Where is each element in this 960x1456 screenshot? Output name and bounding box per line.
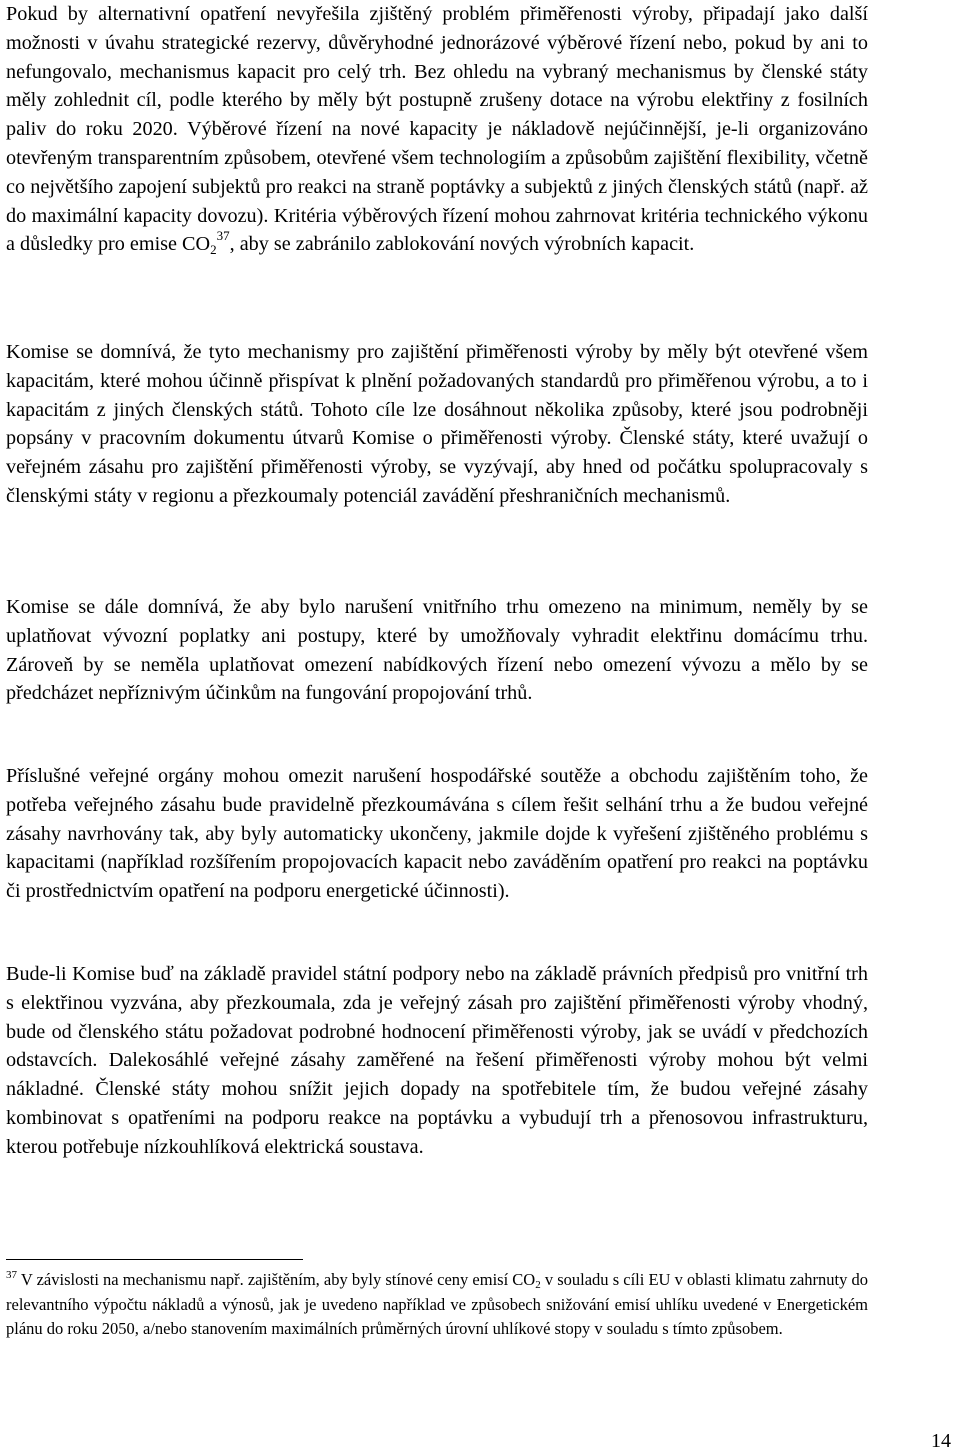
paragraph-1-tail: , aby se zabránilo zablokování nových výrobních kapacit. (229, 233, 695, 256)
paragraph-1-text: Pokud by alternativní opatření nevyřešila zjištěný problém přiměřenosti výroby, připadají jako další možnosti v úvahu strategické rezervy, důvěryhodné jednorázové výběrové řízení nebo, pokud by ani to nefungovalo, mechanismus kapacit pro celý trh. Bez ohledu na vybraný mechanismus by členské státy měly zohlednit cíl, podle kterého by měly být postupně zrušeny dotace na výrobu elektřiny z fosilních paliv do roku 2020. Výběrové řízení na nové kapacity je nákladově nejúčinnější, je-li organizováno otevřeným transparentním způsobem, otevřené všem technologiím a způsobům zajištění flexibility, včetně co největšího zapojení subjektů pro reakci na straně poptávky a subjektů z jiných členských států (např. až do maximální kapacity dovozu). Kritéria výběrových řízení mohou zahrnovat kritéria technického výkonu a důsledky pro emise CO (6, 3, 868, 256)
footnote-text-tail: v souladu s cíli EU v oblasti klimatu zahrnuty do relevantního výpočtu nákladů a výnosů, jak je uvedeno například ve způsobech snižování emisí uhlíku uvedené v Energetickém plánu do roku 2050, a/nebo stanovením maximálních průměrných úrovní uhlíkové stopy v souladu s tímto způsobem. (6, 1270, 868, 1339)
footnote-number: 37 (6, 1269, 17, 1281)
footnote-text: V závislosti na mechanismu např. zajištěním, aby byly stínové ceny emisí CO (17, 1270, 536, 1289)
paragraph-5: Bude-li Komise buď na základě pravidel státní podpory nebo na základě právních předpisů pro vnitřní trh s elektřinou vyzvána, aby přezkoumala, zda je veřejný zásah pro zajištění přiměřenosti výroby vhodný, bude od členského státu požadovat podrobné hodnocení přiměřenosti výroby, jak se uvádí v předchozích odstavcích. Dalekosáhlé veřejné zásahy zaměřené na řešení přiměřenosti výroby mohou být velmi nákladné. Členské státy mohou snížit jejich dopady na spotřebitele tím, že budou veřejné zásahy kombinovat s opatřeními na podporu reakce na poptávku a vybudují trh a přenosovou infrastrukturu, kterou potřebuje nízkouhlíková elektrická soustava. (6, 963, 868, 1158)
footnote-37 (6, 1268, 868, 1342)
paragraph-4: Příslušné veřejné orgány mohou omezit narušení hospodářské soutěže a obchodu zajištěním toho, že potřeba veřejného zásahu bude pravidelně přezkoumávána s cílem řešit selhání trhu a že budou veřejné zásahy navrhovány tak, aby byly automaticky ukončeny, jakmile dojde k vyřešení zjištěného problému s kapacitami (například rozšířením propojovacích kapacit nebo zaváděním opatření pro reakci na poptávku či prostřednictvím opatření na podporu energetické účinnosti). (6, 765, 868, 903)
paragraph-1 (6, 0, 868, 259)
footnote-separator (6, 1259, 303, 1260)
page-number: 14 (931, 1430, 951, 1452)
paragraph-2: Komise se domnívá, že tyto mechanismy pro zajištění přiměřenosti výroby by měly být otevřené všem kapacitám, které mohou účinně přispívat k plnění požadovaných standardů pro přiměřenou výrobu, a to i kapacitám z jiných členských států. Tohoto cíle lze dosáhnout několika způsoby, které jsou podrobněji popsány v pracovním dokumentu útvarů Komise o přiměřenosti výroby. Členské státy, které uvažují o veřejném zásahu pro zajištění přiměřenosti výroby, se vyzývají, aby hned od počátku spolupracovaly s členskými státy v regionu a přezkoumaly potenciál zavádění přeshraničních mechanismů. (6, 341, 868, 507)
co2-subscript: 2 (210, 242, 217, 258)
paragraph-3: Komise se dále domnívá, že aby bylo narušení vnitřního trhu omezeno na minimum, neměly by se uplatňovat vývozní poplatky ani postupy, které by umožňovaly vyhradit elektřinu domácímu trhu. Zároveň by se neměla uplatňovat omezení nabídkových řízení nebo omezení vývozu a mělo by se předcházet nepříznivým účinkům na fungování propojování trhů. (6, 596, 868, 705)
footnote-co2-subscript: 2 (535, 1279, 541, 1291)
footnote-reference[interactable]: 37 (216, 228, 230, 244)
